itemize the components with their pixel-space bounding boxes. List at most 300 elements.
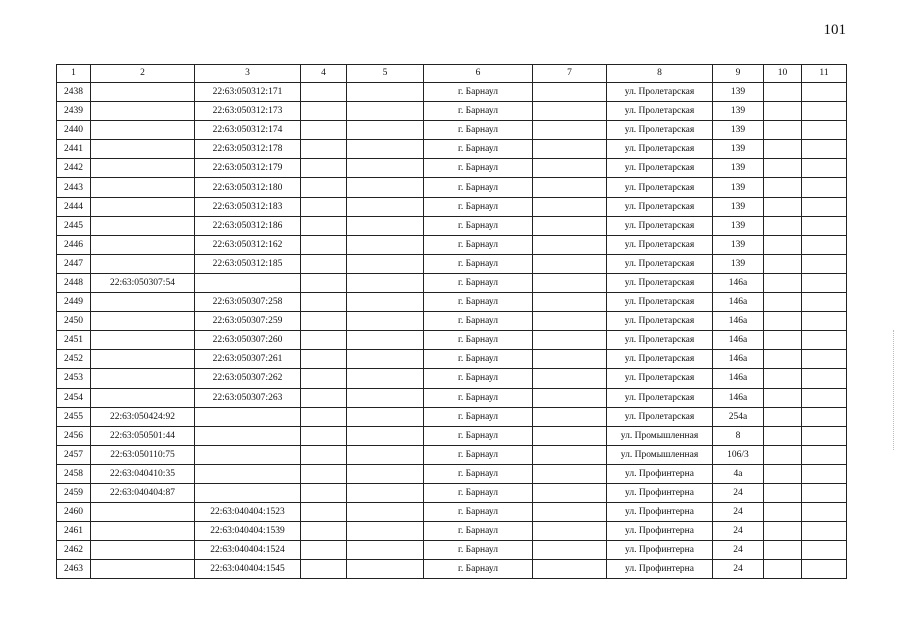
cell-col-10	[764, 312, 802, 331]
cell-col-11	[802, 159, 847, 178]
table-row	[57, 464, 847, 483]
cell-col-7	[533, 426, 607, 445]
cell-col-4	[301, 388, 347, 407]
cell-col-4	[301, 254, 347, 273]
cell-col-2	[91, 369, 195, 388]
cell-col-2	[91, 293, 195, 312]
cell-col-7	[533, 464, 607, 483]
cell-col-5	[347, 522, 424, 541]
cell-col-9: 146а	[713, 350, 764, 369]
cell-col-8: ул. Пролетарская	[607, 293, 713, 312]
cell-col-7	[533, 254, 607, 273]
table-row	[57, 197, 847, 216]
cell-col-3: 22:63:050312:183	[195, 197, 301, 216]
cell-col-2	[91, 197, 195, 216]
cell-col-10	[764, 522, 802, 541]
cell-col-10	[764, 445, 802, 464]
cell-col-5	[347, 464, 424, 483]
cell-col-8: ул. Профинтерна	[607, 503, 713, 522]
cell-col-9: 146а	[713, 273, 764, 292]
cell-col-2	[91, 216, 195, 235]
table-row	[57, 178, 847, 197]
cell-col-1: 2461	[57, 522, 91, 541]
cell-col-6: г. Барнаул	[424, 426, 533, 445]
cell-col-2: 22:63:050424:92	[91, 407, 195, 426]
cell-col-8: ул. Пролетарская	[607, 369, 713, 388]
table-row	[57, 407, 847, 426]
cell-col-5	[347, 560, 424, 579]
cell-col-3	[195, 464, 301, 483]
column-header-2: 2	[91, 65, 195, 83]
cell-col-9: 146а	[713, 388, 764, 407]
cell-col-11	[802, 407, 847, 426]
table-header	[57, 65, 847, 83]
table-row	[57, 560, 847, 579]
cell-col-9: 254а	[713, 407, 764, 426]
page-number: 101	[823, 22, 846, 38]
cell-col-7	[533, 445, 607, 464]
cell-col-5	[347, 216, 424, 235]
cell-col-8: ул. Пролетарская	[607, 197, 713, 216]
cell-col-9: 4а	[713, 464, 764, 483]
cell-col-3	[195, 407, 301, 426]
cell-col-9: 24	[713, 503, 764, 522]
cell-col-8: ул. Пролетарская	[607, 388, 713, 407]
cell-col-7	[533, 483, 607, 502]
cell-col-4	[301, 560, 347, 579]
cell-col-10	[764, 293, 802, 312]
cell-col-7	[533, 312, 607, 331]
cell-col-6: г. Барнаул	[424, 541, 533, 560]
table-row	[57, 254, 847, 273]
cell-col-11	[802, 121, 847, 140]
cell-col-7	[533, 388, 607, 407]
cell-col-2	[91, 350, 195, 369]
cell-col-10	[764, 503, 802, 522]
table-row	[57, 522, 847, 541]
cell-col-10	[764, 235, 802, 254]
cell-col-2	[91, 254, 195, 273]
table-row	[57, 216, 847, 235]
table-row	[57, 235, 847, 254]
cell-col-8: ул. Пролетарская	[607, 140, 713, 159]
cell-col-5	[347, 331, 424, 350]
cell-col-1: 2438	[57, 83, 91, 102]
cell-col-5	[347, 541, 424, 560]
cell-col-6: г. Барнаул	[424, 388, 533, 407]
cell-col-3	[195, 483, 301, 502]
cell-col-8: ул. Пролетарская	[607, 312, 713, 331]
cell-col-2	[91, 178, 195, 197]
cell-col-10	[764, 254, 802, 273]
cell-col-4	[301, 522, 347, 541]
cell-col-11	[802, 464, 847, 483]
cell-col-4	[301, 541, 347, 560]
cell-col-3: 22:63:050312:186	[195, 216, 301, 235]
table-row	[57, 140, 847, 159]
cell-col-4	[301, 273, 347, 292]
cell-col-6: г. Барнаул	[424, 293, 533, 312]
table-row	[57, 102, 847, 121]
cell-col-3: 22:63:050312:171	[195, 83, 301, 102]
cell-col-2	[91, 388, 195, 407]
cell-col-6: г. Барнаул	[424, 483, 533, 502]
cell-col-11	[802, 388, 847, 407]
cell-col-4	[301, 216, 347, 235]
table-row	[57, 331, 847, 350]
cell-col-11	[802, 312, 847, 331]
table-row	[57, 503, 847, 522]
column-header-3: 3	[195, 65, 301, 83]
cell-col-3: 22:63:040404:1545	[195, 560, 301, 579]
cell-col-6: г. Барнаул	[424, 331, 533, 350]
cell-col-11	[802, 102, 847, 121]
cell-col-5	[347, 369, 424, 388]
cell-col-11	[802, 197, 847, 216]
cell-col-2	[91, 541, 195, 560]
cell-col-10	[764, 102, 802, 121]
cell-col-9: 139	[713, 254, 764, 273]
cell-col-9: 139	[713, 121, 764, 140]
cell-col-5	[347, 445, 424, 464]
cell-col-9: 139	[713, 235, 764, 254]
cell-col-3: 22:63:050312:173	[195, 102, 301, 121]
cell-col-3: 22:63:050307:260	[195, 331, 301, 350]
cell-col-11	[802, 83, 847, 102]
cell-col-4	[301, 350, 347, 369]
cell-col-5	[347, 121, 424, 140]
cell-col-8: ул. Пролетарская	[607, 102, 713, 121]
cell-col-6: г. Барнаул	[424, 178, 533, 197]
column-header-8: 8	[607, 65, 713, 83]
cell-col-5	[347, 83, 424, 102]
cell-col-10	[764, 426, 802, 445]
cell-col-2: 22:63:050307:54	[91, 273, 195, 292]
cell-col-1: 2454	[57, 388, 91, 407]
cell-col-3: 22:63:050312:185	[195, 254, 301, 273]
cell-col-2	[91, 102, 195, 121]
cell-col-7	[533, 197, 607, 216]
cell-col-6: г. Барнаул	[424, 121, 533, 140]
cell-col-5	[347, 197, 424, 216]
cell-col-5	[347, 159, 424, 178]
cell-col-4	[301, 159, 347, 178]
cell-col-6: г. Барнаул	[424, 560, 533, 579]
cell-col-9: 146а	[713, 293, 764, 312]
cell-col-1: 2445	[57, 216, 91, 235]
cell-col-2	[91, 121, 195, 140]
cell-col-4	[301, 464, 347, 483]
cell-col-6: г. Барнаул	[424, 407, 533, 426]
cell-col-7	[533, 369, 607, 388]
column-header-6: 6	[424, 65, 533, 83]
cell-col-4	[301, 140, 347, 159]
cell-col-11	[802, 503, 847, 522]
cell-col-10	[764, 140, 802, 159]
table-row	[57, 541, 847, 560]
cell-col-8: ул. Промышленная	[607, 445, 713, 464]
cell-col-1: 2449	[57, 293, 91, 312]
cell-col-8: ул. Пролетарская	[607, 331, 713, 350]
scan-edge-marks	[893, 330, 896, 450]
register-table	[56, 64, 847, 579]
cell-col-9: 24	[713, 483, 764, 502]
table-row	[57, 293, 847, 312]
cell-col-5	[347, 293, 424, 312]
cell-col-9: 139	[713, 197, 764, 216]
cell-col-8: ул. Пролетарская	[607, 178, 713, 197]
cell-col-1: 2450	[57, 312, 91, 331]
column-header-9: 9	[713, 65, 764, 83]
cell-col-8: ул. Пролетарская	[607, 235, 713, 254]
cell-col-4	[301, 445, 347, 464]
cell-col-5	[347, 273, 424, 292]
cell-col-7	[533, 140, 607, 159]
cell-col-10	[764, 464, 802, 483]
cell-col-2	[91, 83, 195, 102]
cell-col-9: 24	[713, 560, 764, 579]
cell-col-1: 2459	[57, 483, 91, 502]
cell-col-1: 2457	[57, 445, 91, 464]
cell-col-4	[301, 293, 347, 312]
cell-col-11	[802, 522, 847, 541]
cell-col-2	[91, 235, 195, 254]
cell-col-6: г. Барнаул	[424, 159, 533, 178]
cell-col-5	[347, 312, 424, 331]
cell-col-7	[533, 331, 607, 350]
cell-col-2	[91, 140, 195, 159]
cell-col-7	[533, 503, 607, 522]
cell-col-8: ул. Профинтерна	[607, 522, 713, 541]
column-header-1: 1	[57, 65, 91, 83]
cell-col-1: 2451	[57, 331, 91, 350]
cell-col-5	[347, 235, 424, 254]
cell-col-8: ул. Пролетарская	[607, 83, 713, 102]
cell-col-9: 24	[713, 522, 764, 541]
cell-col-3	[195, 426, 301, 445]
cell-col-7	[533, 102, 607, 121]
table-row	[57, 273, 847, 292]
cell-col-4	[301, 369, 347, 388]
cell-col-4	[301, 426, 347, 445]
table-row	[57, 159, 847, 178]
cell-col-10	[764, 197, 802, 216]
cell-col-10	[764, 560, 802, 579]
cell-col-10	[764, 121, 802, 140]
table-row	[57, 426, 847, 445]
cell-col-6: г. Барнаул	[424, 503, 533, 522]
cell-col-3: 22:63:050312:180	[195, 178, 301, 197]
cell-col-8: ул. Пролетарская	[607, 159, 713, 178]
cell-col-1: 2462	[57, 541, 91, 560]
column-header-4: 4	[301, 65, 347, 83]
cell-col-9: 106/3	[713, 445, 764, 464]
cell-col-7	[533, 178, 607, 197]
cell-col-10	[764, 388, 802, 407]
cell-col-7	[533, 293, 607, 312]
cell-col-8: ул. Пролетарская	[607, 350, 713, 369]
table-row	[57, 388, 847, 407]
cell-col-8: ул. Профинтерна	[607, 541, 713, 560]
table-row	[57, 312, 847, 331]
table-row	[57, 369, 847, 388]
cell-col-6: г. Барнаул	[424, 273, 533, 292]
cell-col-11	[802, 541, 847, 560]
cell-col-6: г. Барнаул	[424, 235, 533, 254]
cell-col-1: 2443	[57, 178, 91, 197]
cell-col-11	[802, 254, 847, 273]
cell-col-1: 2455	[57, 407, 91, 426]
table-row	[57, 121, 847, 140]
cell-col-9: 146а	[713, 312, 764, 331]
table-row	[57, 483, 847, 502]
cell-col-11	[802, 560, 847, 579]
cell-col-2	[91, 560, 195, 579]
cell-col-2	[91, 522, 195, 541]
cell-col-10	[764, 541, 802, 560]
cell-col-1: 2439	[57, 102, 91, 121]
cell-col-1: 2460	[57, 503, 91, 522]
cell-col-11	[802, 216, 847, 235]
column-header-7: 7	[533, 65, 607, 83]
cell-col-3: 22:63:050312:162	[195, 235, 301, 254]
cell-col-11	[802, 331, 847, 350]
cell-col-1: 2444	[57, 197, 91, 216]
cell-col-4	[301, 503, 347, 522]
cell-col-4	[301, 197, 347, 216]
cell-col-9: 8	[713, 426, 764, 445]
cell-col-4	[301, 483, 347, 502]
cell-col-6: г. Барнаул	[424, 140, 533, 159]
cell-col-4	[301, 235, 347, 254]
cell-col-10	[764, 331, 802, 350]
header-row	[57, 65, 847, 83]
cell-col-1: 2441	[57, 140, 91, 159]
cell-col-5	[347, 503, 424, 522]
cell-col-9: 24	[713, 541, 764, 560]
cell-col-4	[301, 102, 347, 121]
cell-col-5	[347, 426, 424, 445]
cell-col-2	[91, 503, 195, 522]
cell-col-4	[301, 312, 347, 331]
cell-col-9: 139	[713, 83, 764, 102]
cell-col-1: 2458	[57, 464, 91, 483]
cell-col-9: 139	[713, 216, 764, 235]
cell-col-10	[764, 369, 802, 388]
cell-col-9: 139	[713, 178, 764, 197]
cell-col-6: г. Барнаул	[424, 464, 533, 483]
cell-col-11	[802, 293, 847, 312]
cell-col-2: 22:63:050110:75	[91, 445, 195, 464]
cell-col-5	[347, 102, 424, 121]
cell-col-8: ул. Пролетарская	[607, 216, 713, 235]
cell-col-1: 2442	[57, 159, 91, 178]
cell-col-5	[347, 178, 424, 197]
cell-col-9: 139	[713, 102, 764, 121]
cell-col-7	[533, 407, 607, 426]
cell-col-6: г. Барнаул	[424, 369, 533, 388]
cell-col-6: г. Барнаул	[424, 312, 533, 331]
cell-col-7	[533, 350, 607, 369]
cell-col-4	[301, 121, 347, 140]
cell-col-11	[802, 350, 847, 369]
cell-col-4	[301, 83, 347, 102]
cell-col-11	[802, 445, 847, 464]
cell-col-10	[764, 407, 802, 426]
cell-col-10	[764, 83, 802, 102]
cell-col-10	[764, 178, 802, 197]
cell-col-11	[802, 235, 847, 254]
cell-col-8: ул. Промышленная	[607, 426, 713, 445]
cell-col-5	[347, 388, 424, 407]
cell-col-7	[533, 83, 607, 102]
cell-col-8: ул. Пролетарская	[607, 407, 713, 426]
cell-col-11	[802, 140, 847, 159]
cell-col-3: 22:63:050312:178	[195, 140, 301, 159]
cell-col-6: г. Барнаул	[424, 216, 533, 235]
cell-col-1: 2448	[57, 273, 91, 292]
cell-col-3	[195, 445, 301, 464]
cell-col-11	[802, 178, 847, 197]
cell-col-9: 139	[713, 159, 764, 178]
cell-col-3	[195, 273, 301, 292]
cell-col-8: ул. Пролетарская	[607, 121, 713, 140]
cell-col-11	[802, 369, 847, 388]
table-body	[57, 83, 847, 579]
cell-col-8: ул. Пролетарская	[607, 254, 713, 273]
cell-col-3: 22:63:040404:1524	[195, 541, 301, 560]
cell-col-1: 2452	[57, 350, 91, 369]
cell-col-4	[301, 407, 347, 426]
cell-col-11	[802, 273, 847, 292]
cell-col-3: 22:63:050307:258	[195, 293, 301, 312]
cell-col-8: ул. Профинтерна	[607, 464, 713, 483]
cell-col-2	[91, 312, 195, 331]
cell-col-11	[802, 426, 847, 445]
cell-col-2	[91, 159, 195, 178]
cell-col-6: г. Барнаул	[424, 254, 533, 273]
cell-col-3: 22:63:050312:179	[195, 159, 301, 178]
table-row	[57, 83, 847, 102]
cell-col-6: г. Барнаул	[424, 522, 533, 541]
cell-col-7	[533, 121, 607, 140]
cell-col-8: ул. Профинтерна	[607, 560, 713, 579]
cell-col-7	[533, 159, 607, 178]
cell-col-7	[533, 273, 607, 292]
cell-col-3: 22:63:050307:259	[195, 312, 301, 331]
cell-col-3: 22:63:040404:1523	[195, 503, 301, 522]
cell-col-3: 22:63:050307:261	[195, 350, 301, 369]
cell-col-11	[802, 483, 847, 502]
cell-col-10	[764, 273, 802, 292]
cell-col-6: г. Барнаул	[424, 102, 533, 121]
cell-col-1: 2446	[57, 235, 91, 254]
cell-col-5	[347, 254, 424, 273]
cell-col-4	[301, 331, 347, 350]
cell-col-8: ул. Профинтерна	[607, 483, 713, 502]
cell-col-5	[347, 407, 424, 426]
cell-col-1: 2447	[57, 254, 91, 273]
cell-col-8: ул. Пролетарская	[607, 273, 713, 292]
cell-col-6: г. Барнаул	[424, 350, 533, 369]
cell-col-10	[764, 159, 802, 178]
cell-col-2: 22:63:050501:44	[91, 426, 195, 445]
cell-col-6: г. Барнаул	[424, 445, 533, 464]
cell-col-3: 22:63:050312:174	[195, 121, 301, 140]
cell-col-4	[301, 178, 347, 197]
cell-col-3: 22:63:050307:262	[195, 369, 301, 388]
cell-col-7	[533, 216, 607, 235]
